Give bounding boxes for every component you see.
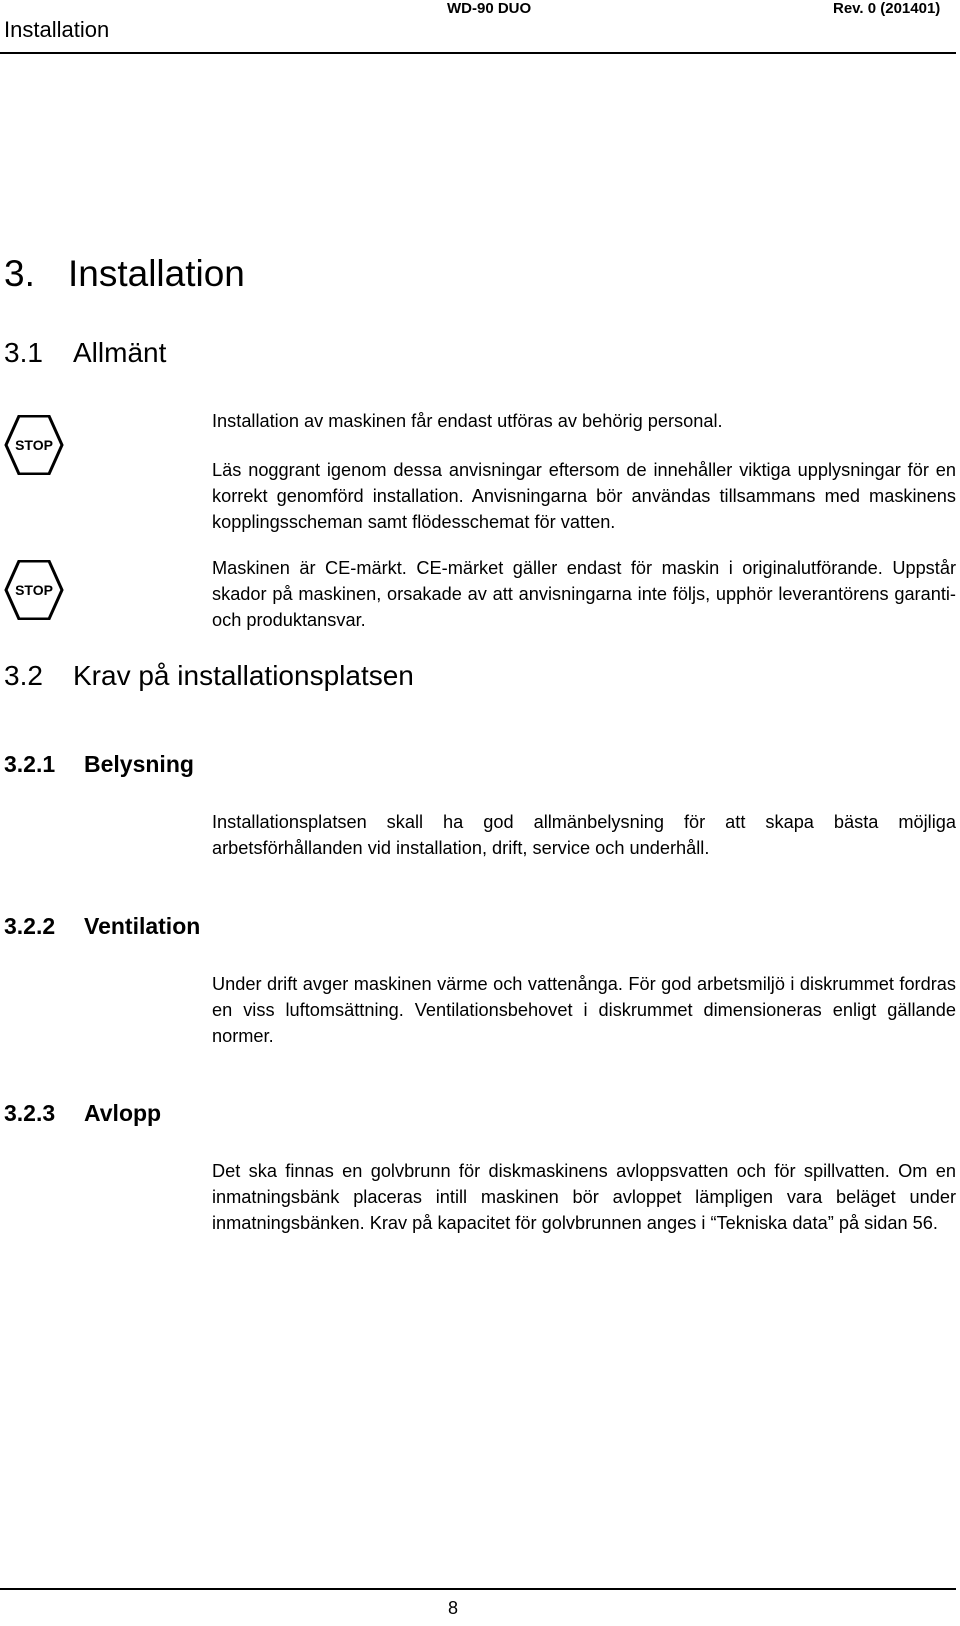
section-title: Krav på installationsplatsen xyxy=(73,660,414,691)
stop-label: STOP xyxy=(15,582,53,598)
paragraph-allmant-1: Installation av maskinen får endast utföras av behörig personal. xyxy=(212,411,723,431)
subsection-heading-3-2-3 xyxy=(4,1100,161,1127)
section-heading-3-2 xyxy=(4,660,414,692)
header-doc-id: WD-90 DUO xyxy=(447,0,532,17)
stop-sign-icon-graphic xyxy=(4,560,64,620)
paragraph-allmant-2: Läs noggrant igenom dessa anvisningar eftersom de innehåller viktiga upplysningar för en korrekt genomförd installation. Anvisningarna bör användas tillsammans med maskinens kopplingsscheman samt flödesschemat för vatten. xyxy=(212,460,956,532)
footer-divider xyxy=(0,1588,956,1590)
subsection-heading-3-2-1 xyxy=(4,751,194,778)
header-title: Installation xyxy=(4,17,110,42)
section-number: 3.2 xyxy=(4,660,43,691)
subsection-title: Belysning xyxy=(84,751,194,777)
chapter-heading xyxy=(4,253,245,295)
subsection-title: Ventilation xyxy=(84,913,201,939)
section-number: 3.1 xyxy=(4,337,43,368)
subsection-number: 3.2.1 xyxy=(4,751,56,777)
stop-sign-icon xyxy=(4,415,64,475)
stop-label: STOP xyxy=(15,437,53,453)
paragraph-allmant-3: Maskinen är CE-märkt. CE-märket gäller endast för maskin i originalutförande. Uppstår skador på maskinen, orsakade av att anvisningarna inte följs, upphör leverantörens garanti- och produktansvar. xyxy=(212,558,956,630)
header-divider xyxy=(0,52,956,54)
section-title: Allmänt xyxy=(73,337,167,368)
page-header xyxy=(0,0,960,56)
header-revision: Rev. 0 (201401) xyxy=(833,0,941,17)
subsection-number: 3.2.3 xyxy=(4,1100,56,1126)
subsection-heading-3-2-2 xyxy=(4,913,200,940)
stop-sign-icon xyxy=(4,560,64,620)
stop-sign-icon-graphic xyxy=(4,415,64,475)
subsection-number: 3.2.2 xyxy=(4,913,56,939)
subsection-title: Avlopp xyxy=(84,1100,162,1126)
chapter-title: Installation xyxy=(68,253,245,294)
paragraph-belysning: Installationsplatsen skall ha god allmänbelysning för att skapa bästa möjliga arbetsförhållanden vid installation, drift, service och underhåll. xyxy=(212,812,956,858)
chapter-number: 3. xyxy=(4,253,35,294)
paragraph-ventilation: Under drift avger maskinen värme och vattenånga. För god arbetsmiljö i diskrummet fordras en viss luftomsättning. Ventilationsbehovet i diskrummet dimensioneras enligt gällande normer. xyxy=(212,974,956,1046)
section-heading-3-1 xyxy=(4,337,166,369)
paragraph-avlopp: Det ska finnas en golvbrunn för diskmaskinens avloppsvatten och för spillvatten. Om en inmatningsbänk placeras intill maskinen bör avloppet lämpligen vara beläget under inmatningsbänken. Krav på kapacitet för golvbrunnen anges i “Tekniska data” på sidan 56. xyxy=(212,1161,956,1233)
page-number: 8 xyxy=(448,1598,459,1618)
